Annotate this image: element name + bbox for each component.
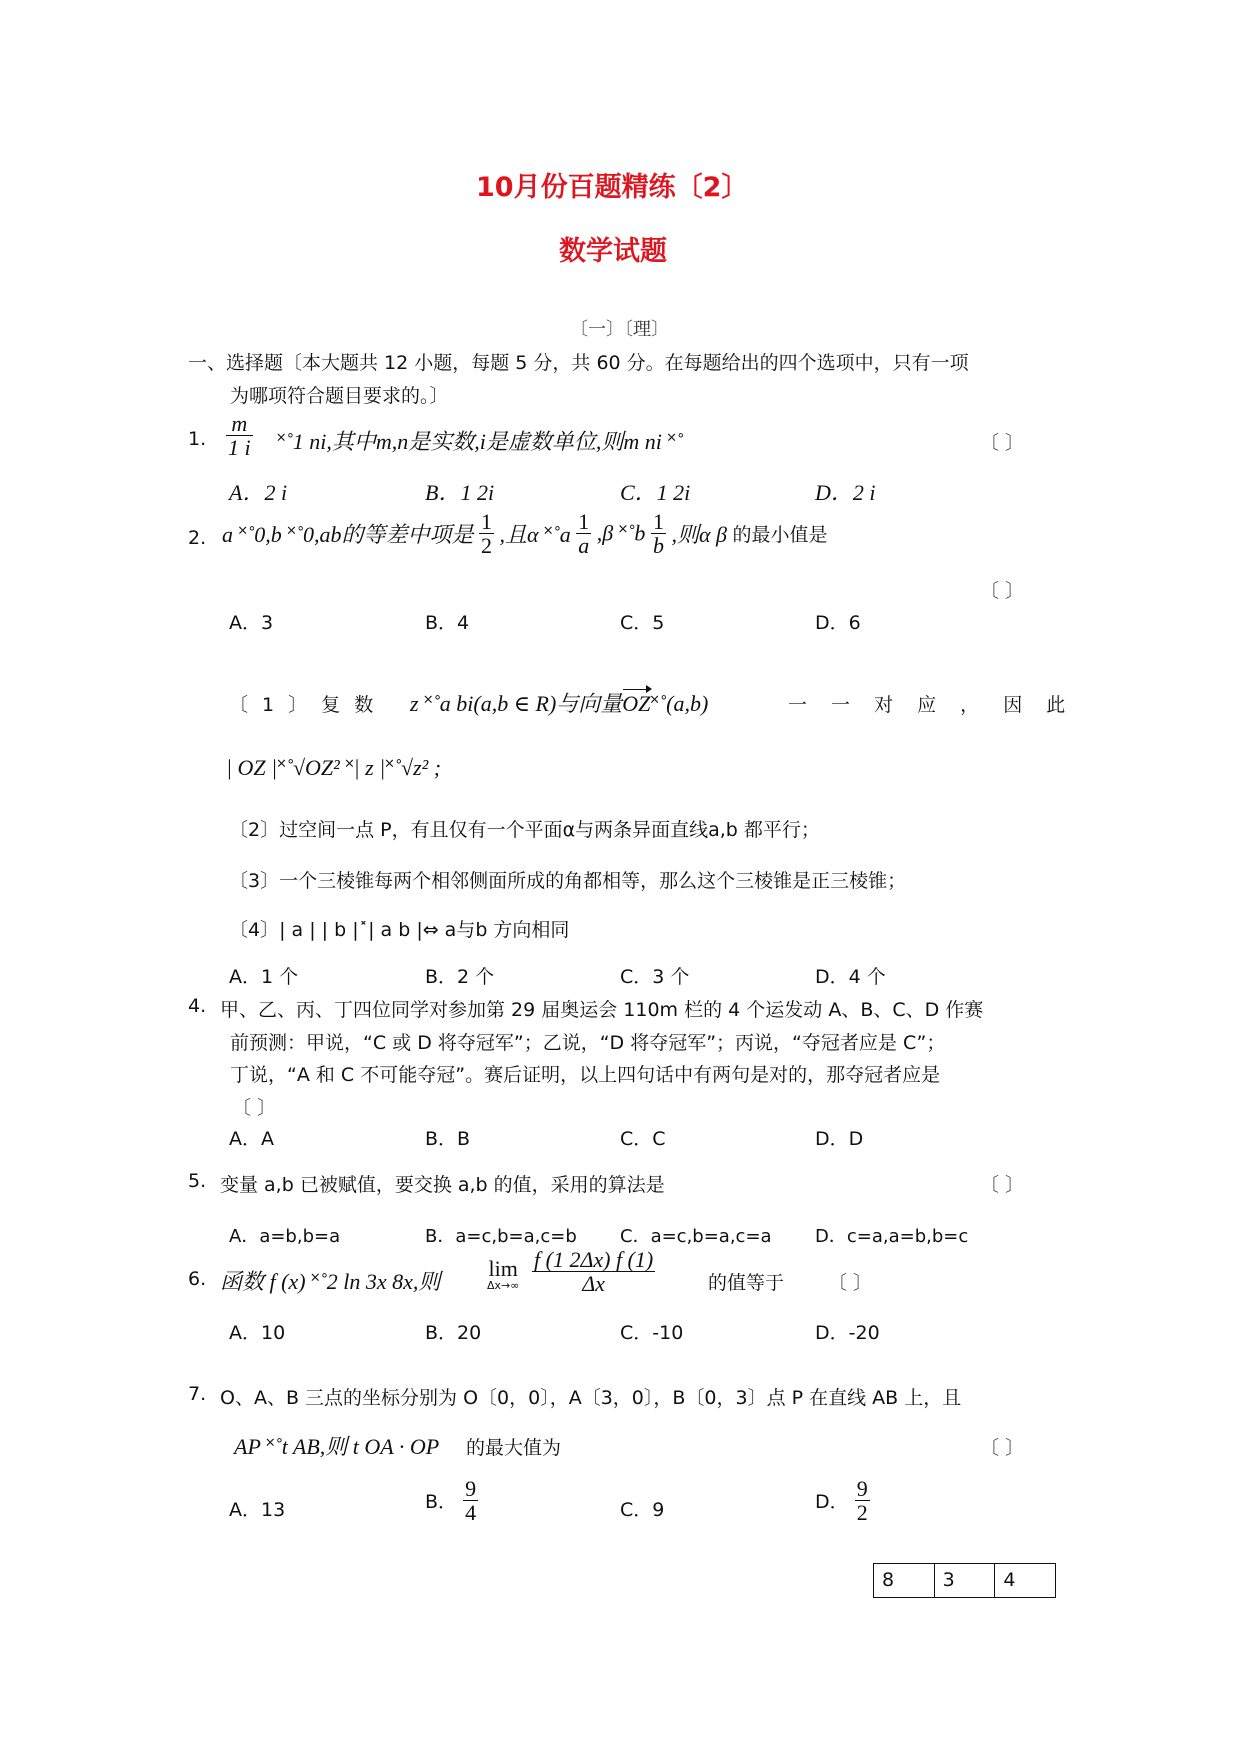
q4-option-c: C．C	[620, 1128, 666, 1150]
q2-option-d: D．6	[815, 612, 861, 634]
q6-option-c: C．-10	[620, 1322, 684, 1344]
q2-number: 2.	[188, 527, 207, 549]
title-main: 10月份百题精练〔2〕	[476, 172, 749, 203]
q4-line3: 丁说，“A 和 C 不可能夺冠”。赛后证明，以上四句话中有两句是对的，那夺冠者应是	[230, 1064, 941, 1086]
q7-line1: O、A、B 三点的坐标分别为 O〔0，0〕，A〔3，0〕，B〔0，3〕点 P 在直线 AB 上，且	[220, 1387, 962, 1409]
q1-answer-paren: 〔 〕	[980, 432, 1025, 454]
q2-expr-a: a ˟˚0,b ˟˚0,ab的等差中项是	[222, 522, 474, 548]
q3-statement-3: 〔3〕一个三棱锥每两个相邻侧面所成的角都相等，那么这个三棱锥是正三棱锥；	[229, 870, 907, 892]
q3-s1-tail: 一 一 对 应 ， 因 此	[788, 694, 1075, 716]
q6-answer-paren: 〔 〕	[828, 1272, 873, 1294]
q2-half-num: 1	[480, 509, 492, 534]
q3-s1-expression	[410, 687, 708, 718]
q7-answer-paren: 〔 〕	[980, 1437, 1025, 1459]
q2-fa-den: a	[578, 533, 590, 559]
q1-option-c: C．1 2i	[620, 480, 691, 505]
q4-line1: 甲、乙、丙、丁四位同学对参加第 29 届奥运会 110m 栏的 4 个运发动 A、B、C、D 作赛	[220, 999, 984, 1021]
q1-frac-num: m	[226, 412, 253, 436]
q7-option-b-num: 9	[465, 1476, 477, 1501]
q7-option-c: C．9	[620, 1499, 665, 1521]
q4-number: 4.	[188, 995, 207, 1017]
q3-s1-line2: | OZ |˟˚√OZ² ˟| z |˟˚√z² ;	[226, 755, 442, 780]
q3-statement-2: 〔2〕过空间一点 P，有且仅有一个平面α与两条异面直线a,b 都平行；	[229, 819, 820, 841]
q6-tail: 的值等于	[708, 1272, 785, 1294]
q2-fa-num: 1	[578, 509, 590, 534]
footer-table	[873, 1563, 1056, 1598]
q7-option-b	[425, 1477, 478, 1524]
q1-expression: ˟˚1 ni,其中m,n是实数,i是虚数单位,则m ni ˟˚	[277, 429, 684, 454]
q5-option-d: D．c=a,a=b,b=c	[815, 1226, 969, 1247]
q2-option-a: A．3	[229, 612, 274, 634]
q3-option-d: D．4 个	[815, 966, 886, 988]
footer-table-cell: 8	[874, 1564, 935, 1597]
q7-number: 7.	[188, 1383, 207, 1405]
q6-limit	[487, 1258, 519, 1292]
q6-frac-num: f (1 2Δx) f (1)	[534, 1247, 654, 1272]
q1-frac-den: 1 i	[228, 435, 251, 461]
q2-expression	[222, 510, 827, 557]
q6-number: 6.	[188, 1268, 207, 1290]
q2-option-b: B．4	[425, 612, 470, 634]
q2-expr-b: ,且α ˟˚a	[499, 522, 571, 548]
q5-option-c: C．a=c,b=a,c=a	[620, 1226, 772, 1247]
q2-fb-den: b	[652, 533, 664, 559]
section-heading-line1: 一、选择题〔本大题共 12 小题，每题 5 分，共 60 分。在每题给出的四个选项中，只有一项	[188, 352, 969, 374]
footer-table-cell: 4	[1003, 1569, 1016, 1591]
q6-lim: lim	[488, 1256, 518, 1281]
q5-text: 变量 a,b 已被赋值，要交换 a,b 的值，采用的算法是	[220, 1174, 665, 1196]
q1-number: 1.	[188, 428, 207, 450]
q4-answer-paren: 〔 〕	[232, 1097, 277, 1119]
q6-option-d: D．-20	[815, 1322, 880, 1344]
q4-line2: 前预测：甲说，“C 或 D 将夺冠军”；乙说，“D 将夺冠军”；丙说，“夺冠者应是 C”；	[230, 1032, 946, 1054]
q3-s1-expr2: ˟˚(a,b)	[650, 691, 709, 716]
q3-option-c: C．3 个	[620, 966, 690, 988]
q2-answer-paren: 〔 〕	[980, 580, 1025, 602]
q5-number: 5.	[188, 1170, 207, 1192]
q1-option-a: A．2 i	[229, 480, 288, 505]
q3-s1-vector-oz: OZ	[622, 691, 651, 716]
q5-option-b: B．a=c,b=a,c=b	[425, 1226, 577, 1247]
q4-option-a: A．A	[229, 1128, 274, 1150]
q7-line2-tail: 的最大值为	[466, 1437, 562, 1459]
section-tag: 〔一〕〔理〕	[570, 319, 669, 340]
q3-s1-expr: z ˟˚a bi(a,b ∈ R)与向量	[410, 691, 623, 716]
footer-table-cell: 3	[935, 1564, 996, 1597]
q1-option-b: B．1 2i	[425, 480, 495, 505]
q4-option-b: B．B	[425, 1128, 471, 1150]
q2-expr-d: ,则α β	[671, 522, 727, 548]
q1-option-d: D．2 i	[815, 480, 876, 505]
q7-option-d-num: 9	[856, 1476, 868, 1501]
title-sub: 数学试题	[559, 236, 667, 267]
q2-expr-c: ,β ˟˚b	[596, 520, 646, 546]
q7-option-a: A．13	[229, 1499, 286, 1521]
q3-option-a: A．1 个	[229, 966, 299, 988]
q2-half-den: 2	[480, 533, 492, 559]
q7-option-b-label: B．	[425, 1491, 458, 1514]
q2-tail: 的最小值是	[732, 524, 828, 547]
q6-frac-den: Δx	[582, 1271, 605, 1297]
q7-option-b-den: 4	[465, 1500, 477, 1526]
q6-option-a: A．10	[229, 1322, 286, 1344]
q6-fraction	[532, 1248, 655, 1295]
q6-function: 函数 f (x) ˟˚2 ln 3x 8x,则	[220, 1269, 441, 1294]
q2-option-c: C．5	[620, 612, 665, 634]
q7-option-d-den: 2	[856, 1500, 868, 1526]
q6-option-b: B．20	[425, 1322, 482, 1344]
q3-s1-prefix: 〔 1 〕 复 数	[229, 694, 378, 716]
q7-vector-expression: AP ˟˚t AB,则 t OA · OP	[234, 1434, 440, 1459]
q6-lim-sub: Δx→∞	[487, 1279, 520, 1292]
section-heading-line2: 为哪项符合题目要求的。〕	[230, 385, 449, 407]
q3-statement-4: 〔4〕| a | | b |˟| a b |⇔ a与b 方向相同	[229, 919, 570, 941]
q3-option-b: B．2 个	[425, 966, 495, 988]
q4-option-d: D．D	[815, 1128, 864, 1150]
q7-option-d	[815, 1477, 870, 1524]
q5-answer-paren: 〔 〕	[980, 1174, 1025, 1196]
q2-fb-num: 1	[652, 509, 664, 534]
q7-option-d-label: D．	[815, 1491, 849, 1514]
q5-option-a: A．a=b,b=a	[229, 1226, 341, 1247]
q1-fraction	[226, 412, 253, 459]
